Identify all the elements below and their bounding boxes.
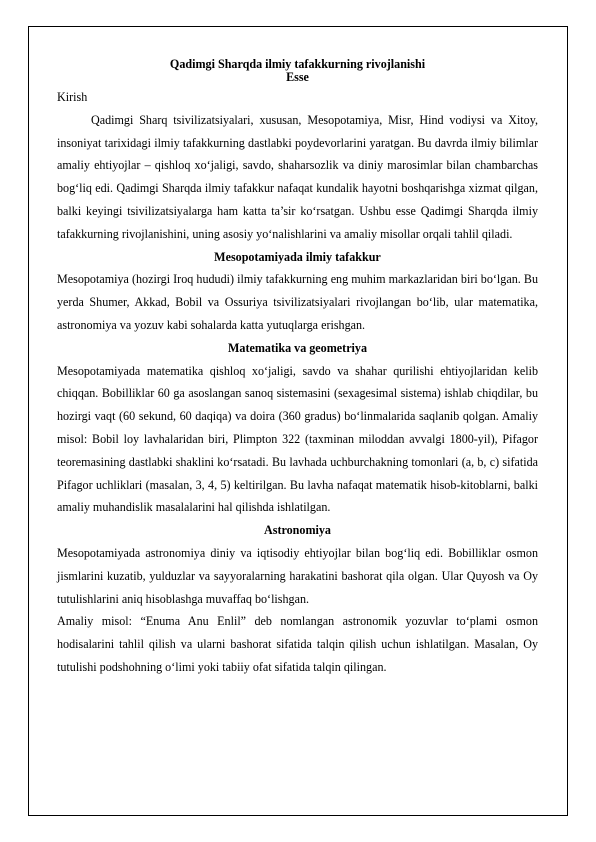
section-paragraph-mathematics: Mesopotamiyada matematika qishloq xo‘jaligi, savdo va shahar qurilishi ehtiyojlaridan kelib chiqqan. Bobilliklar 60 ga asoslangan sanoq sistemasini (sexagesimal sistema) ishlab chiqdilar, bu hozirgi vaqt (60 sekund, 60 daqiqa) va doira (360 gradus) bo‘linmalarida saqlanib qolgan. Amaliy misol: Bobil loy lavhalaridan biri, Plimpton 322 (taxminan miloddan avvalgi 1800-yil), Pifagor teoremasining dastlabki shaklini ko‘rsatadi. Bu lavhada uchburchakning tomonlari (a, b, c) sifatida Pifagor uchliklari (masalan, 3, 4, 5) keltirilgan. Bu lavha nafaqat matematik hisob-kitoblarni, balki amaliy muhandislik masalalarini hal qilishda ishlatilgan. (57, 363, 538, 515)
intro-label: Kirish (57, 90, 88, 104)
document-subtitle: Esse (286, 70, 309, 84)
intro-paragraph: Qadimgi Sharq tsivilizatsiyalari, xususan, Mesopotamiya, Misr, Hind vodiysi va Xitoy, insoniyat tarixidagi ilmiy tafakkurning dastlabki poydevorlarini yaratgan. Bu davrda ilmiy bilimlar amaliy ehtiyojlar – qishloq xo‘jaligi, savdo, shaharsozlik va diniy marosimlar bilan chambarchas bog‘liq edi. Qadimgi Sharqda ilmiy tafakkur nafaqat kundalik hayotni boshqarishga xizmat qilgan, balki keyingi tsivilizatsiyalarga ham katta ta’sir ko‘rsatgan. Ushbu esse Qadimgi Sharqda ilmiy tafakkurning rivojlanishini, uning asosiy yo‘nalishlarini va amaliy misollar orqali tahlil qiladi. (57, 112, 538, 241)
document-title: Qadimgi Sharqda ilmiy tafakkurning rivojlanishi (169, 57, 426, 71)
section-paragraph-astronomy-1: Mesopotamiyada astronomiya diniy va iqtisodiy ehtiyojlar bilan bog‘liq edi. Bobilliklar osmon jismlarini kuzatib, yulduzlar va sayyoralarning harakatini bashorat qila olgan. Ular Quyosh va Oy tutulishlarini aniq hisoblashga muvaffaq bo‘lishgan. (57, 545, 538, 606)
section-heading-mathematics: Matematika va geometriya (227, 340, 368, 355)
section-heading-mesopotamia: Mesopotamiyada ilmiy tafakkur (214, 249, 381, 264)
section-paragraph-astronomy-2: Amaliy misol: “Enuma Anu Enlil” deb nomlangan astronomik yozuvlar to‘plami osmon hodisalarini tahlil qilish va ularni bashorat sifatida talqin qilish uchun ishlatilgan. Masalan, Oy tutulishi podshohning o‘limi yoki tabiiy ofat sifatida talqin qilingan. (57, 614, 538, 674)
section-heading-astronomy: Astronomiya (264, 523, 331, 538)
section-paragraph-mesopotamia: Mesopotamiya (hozirgi Iroq hududi) ilmiy tafakkurning eng muhim markazlaridan biri bo‘lgan. Bu yerda Shumer, Akkad, Bobil va Ossuriya tsivilizatsiyalari rivojlangan bo‘lib, ular matematika, astronomiya va yozuv kabi sohalarda katta yutuqlarga erishgan. (57, 272, 538, 332)
document-body (57, 58, 538, 679)
